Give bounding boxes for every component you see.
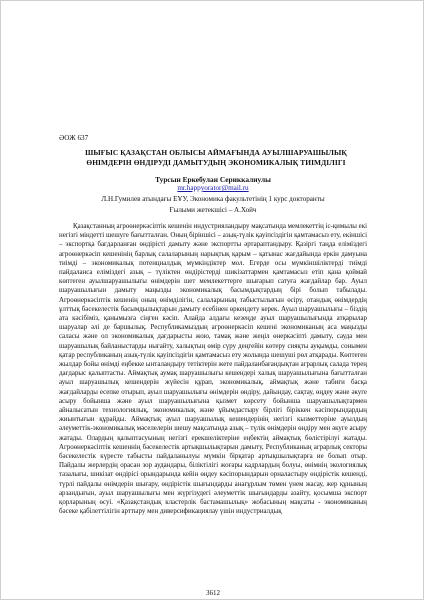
- paper-title: ШЫҒЫС ҚАЗАҚСТАН ОБЛЫСЫ АЙМАҒЫНДА АУЫЛШАРУАШЫЛЫҚ ӨНІМДЕРІН ӨНДІРУДІ ДАМЫТУДЫҢ ЭКОНОМИКАЛЫҚ ТИІМДІЛІГІ: [85, 148, 347, 167]
- page-number: 3612: [206, 589, 220, 597]
- body-paragraph: Қазақстанның агроөнеркәсіптік кешенін индустрияландыру мақсатында мемлекеттің іс-қимылы екі негізгі міндетті шешуге бағытталған. Оның біріншісі – азық-түлік қауіпсіздігін қамтамасыз ету, екіншісі – экспортқа бағдарланған өндірісті дамыту және экспортты әртараптандыру. Қазіргі таңда еліміздегі агроөнеркәсіп кешенінің барлық салаларының нарықтық қарым – қатынас жағдайында еркін дамуына тиімді – экономикалық потенциалдық мүмкіндіктер мол. Егерде осы мүмкіншіліктерді тиімді пайдаланса еліміздегі азық – түліктен өндірістерді шикізаттармен қамтамасыз етіп қана қоймай көптеген ауылшаруашылығы өнімдерін шет мемлекеттерге шығарып сатуға жағдайлар бар. Ауыл шаруашылығын дамыту маңызды экономикалық басымдықтардың бірі болып табылады. Агроөнеркәсіптік кешенің оның өнімділігін, салаларының табыстылығын өсіру, отандық өнімдердің ұлттық бәсекелестік басымдылықтарын дамыту есебінен өркендету керек. Ауыл шаруашылығы – біздің ата кәсібіміз, қанымызға сіңген кәсіп. Алайда алдағы кезеңде ауыл шаруашылығында атқарылар шаруалар әлі де баршылық. Республикамыздың агроөнеркәсіп кешені экономиканың аса маңызды саласы және ол экономикалық дағдарысты жою, тамақ және жеңіл өнеркәсіпті дамыту, сауда мен шаруашылық байланыстарды нығайту, халықтың өмір сүру деңгейін көтеру сияқты ауқымды, сонымен қатар республиканың азық-түлік қауіпсіздігін қамтамасыз ету жолында шешуші рөл атқарады. Көптеген жылдар бойы өнімді еңбекке ынталандыру тетіктерін жете пайдаланбағандықтан аграрлық салада терең дағдарыс қалыптасты. Аймақтық аумақ шаруашылығы кешендері халық шаруашылығына бағытталған ауыл шаруашылық кешендерін жүйесін құрап, экономикалық, аймақтық және табиғи басқа жағдайларды есепке отырып, ауыл шаруашылығы өнімдерін өндіру, дайындау, сақтау, өңдеу және әкуге асыру бойынша және ауыл шаруашылығына қызмет көрсету бойынша шаруашылықтармен айналысатын технологиялық, экономикалық және ұйымдастыру бірлігі біріккен кәсіпорындардың жиынтығын құрайды. Аймақтық ауыл шаруашылық кешендерінің негізгі кызметтеріне ауылдың әлеуметтік-экономикалық мәселелерін шешу мақсатында азық – түлік өнімдерін өндіру мен әкуге асыру жатады. Олардың қалыптасуының негізгі ерекшеліктеріне еңбектің аймақтық бөлістірілуі жатады. Агроөнеркәсіптік кешеннің бәсекелестік артықшылықтарын дамыту, Республиканың аграрлық секторы бәсекелестік күресте табысты пайдаланылуы мүмкін бірқатар артықшылықтарға ие болып отыр. Пайдалы жерлердің орасан зор аудандары, біліктілігі жоғары кадрлардың болуы, өнімнің экологиялық тазалығы, шикізат өндірісі орындарында кейін өңдеу кәсіпорындарын орналастыру өндірістік кешенді, түрлі пайдалы өнімдерін шығару, өндірістік шығындарды анағұрлым төмен үнем жасау, жер құнының арзандығын, ауыл шаруашылығы мен жүргізудегі әлеуметтік шығындарды азайту, қосымша экспорт қорларының өсуі. «Қазақстандық кластерлік бастамашылық» жобасының мақсаты - экономиканың бәсеке қабілеттілігін арттыру мен диверсификациялау үшін индустриалдық: [59, 223, 367, 516]
- author-affiliation: Л.Н.Гумилев атындағы ЕҰУ, Экономика факультетінің 1 курс докторанты: [101, 195, 325, 203]
- author-name: Турсын Еркебулан Сериккалиулы: [155, 175, 271, 184]
- scientific-advisor: Ғылыми жетекшісі – А.Хойч: [169, 206, 257, 214]
- author-email-link[interactable]: mr.happyorator@mail.ru: [177, 184, 249, 192]
- udc-code: ӘОЖ 637: [59, 134, 89, 142]
